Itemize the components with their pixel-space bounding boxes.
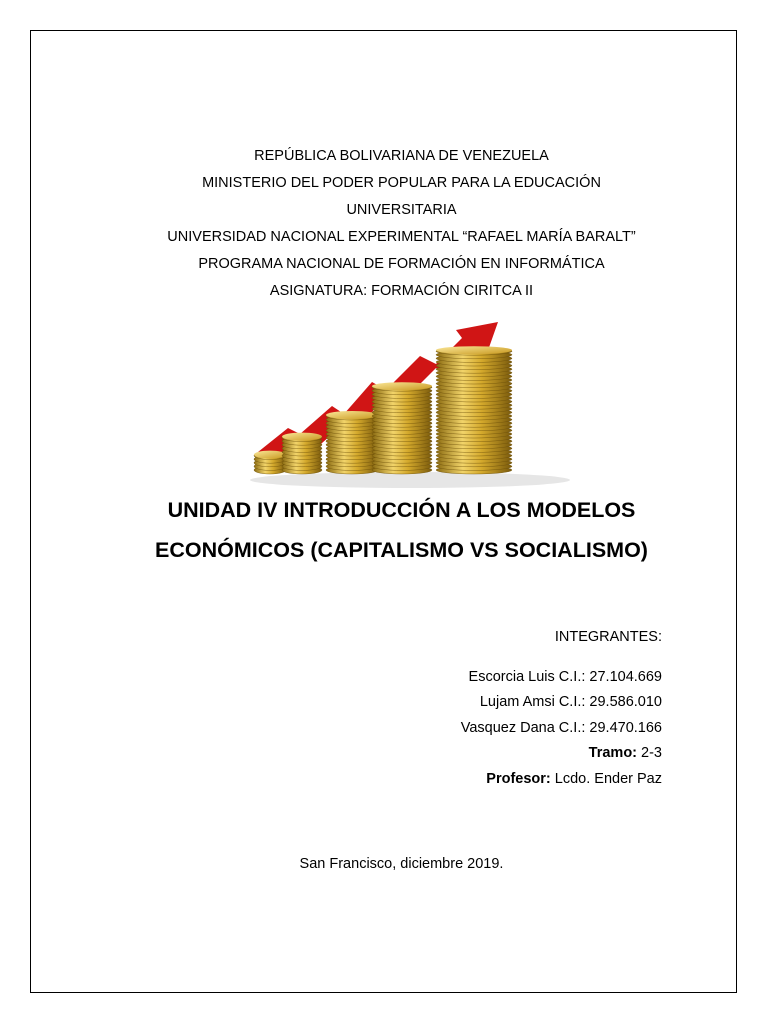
tramo-value: 2-3 (641, 745, 662, 762)
coin-stack (254, 451, 286, 474)
header-line-republic: REPÚBLICA BOLIVARIANA DE VENEZUELA (254, 148, 549, 164)
place-date: San Francisco, diciembre 2019. (299, 856, 504, 872)
header-line-subject: ASIGNATURA: FORMACIÓN CIRITCA II (269, 283, 534, 299)
members-heading: INTEGRANTES: (554, 629, 662, 645)
coin-stack (326, 411, 378, 474)
coin-stack (372, 382, 432, 474)
profesor-label: Profesor: (486, 770, 551, 787)
coin-stack (282, 433, 322, 474)
profesor-line (461, 767, 662, 793)
tramo-label: Tramo: (588, 745, 637, 762)
header-line-ministry: MINISTERIO DEL PODER POPULAR PARA LA EDUCACIÓN (202, 175, 601, 191)
header-line-university: UNIVERSIDAD NACIONAL EXPERIMENTAL “RAFAEL MARÍA BARALT” (167, 229, 636, 245)
header-line-program: PROGRAMA NACIONAL DE FORMACIÓN EN INFORMÁTICA (198, 256, 605, 272)
coin-stacks-growth-illustration (240, 312, 580, 494)
profesor-value: Lcdo. Ender Paz (554, 770, 662, 787)
coin-stack (436, 346, 512, 474)
members-block (461, 625, 662, 793)
header-line-ministry-cont: UNIVERSITARIA (346, 202, 457, 218)
title-line-1: UNIDAD IV INTRODUCCIÓN A LOS MODELOS (167, 498, 636, 522)
institution-header (0, 143, 768, 305)
document-title (0, 490, 768, 570)
member-3: Vasquez Dana C.I.: 29.470.166 (460, 719, 662, 736)
member-2: Lujam Amsi C.I.: 29.586.010 (479, 694, 662, 711)
tramo-line (461, 741, 662, 767)
member-1: Escorcia Luis C.I.: 27.104.669 (468, 668, 662, 685)
title-line-2: ECONÓMICOS (CAPITALISMO VS SOCIALISMO) (155, 538, 648, 562)
